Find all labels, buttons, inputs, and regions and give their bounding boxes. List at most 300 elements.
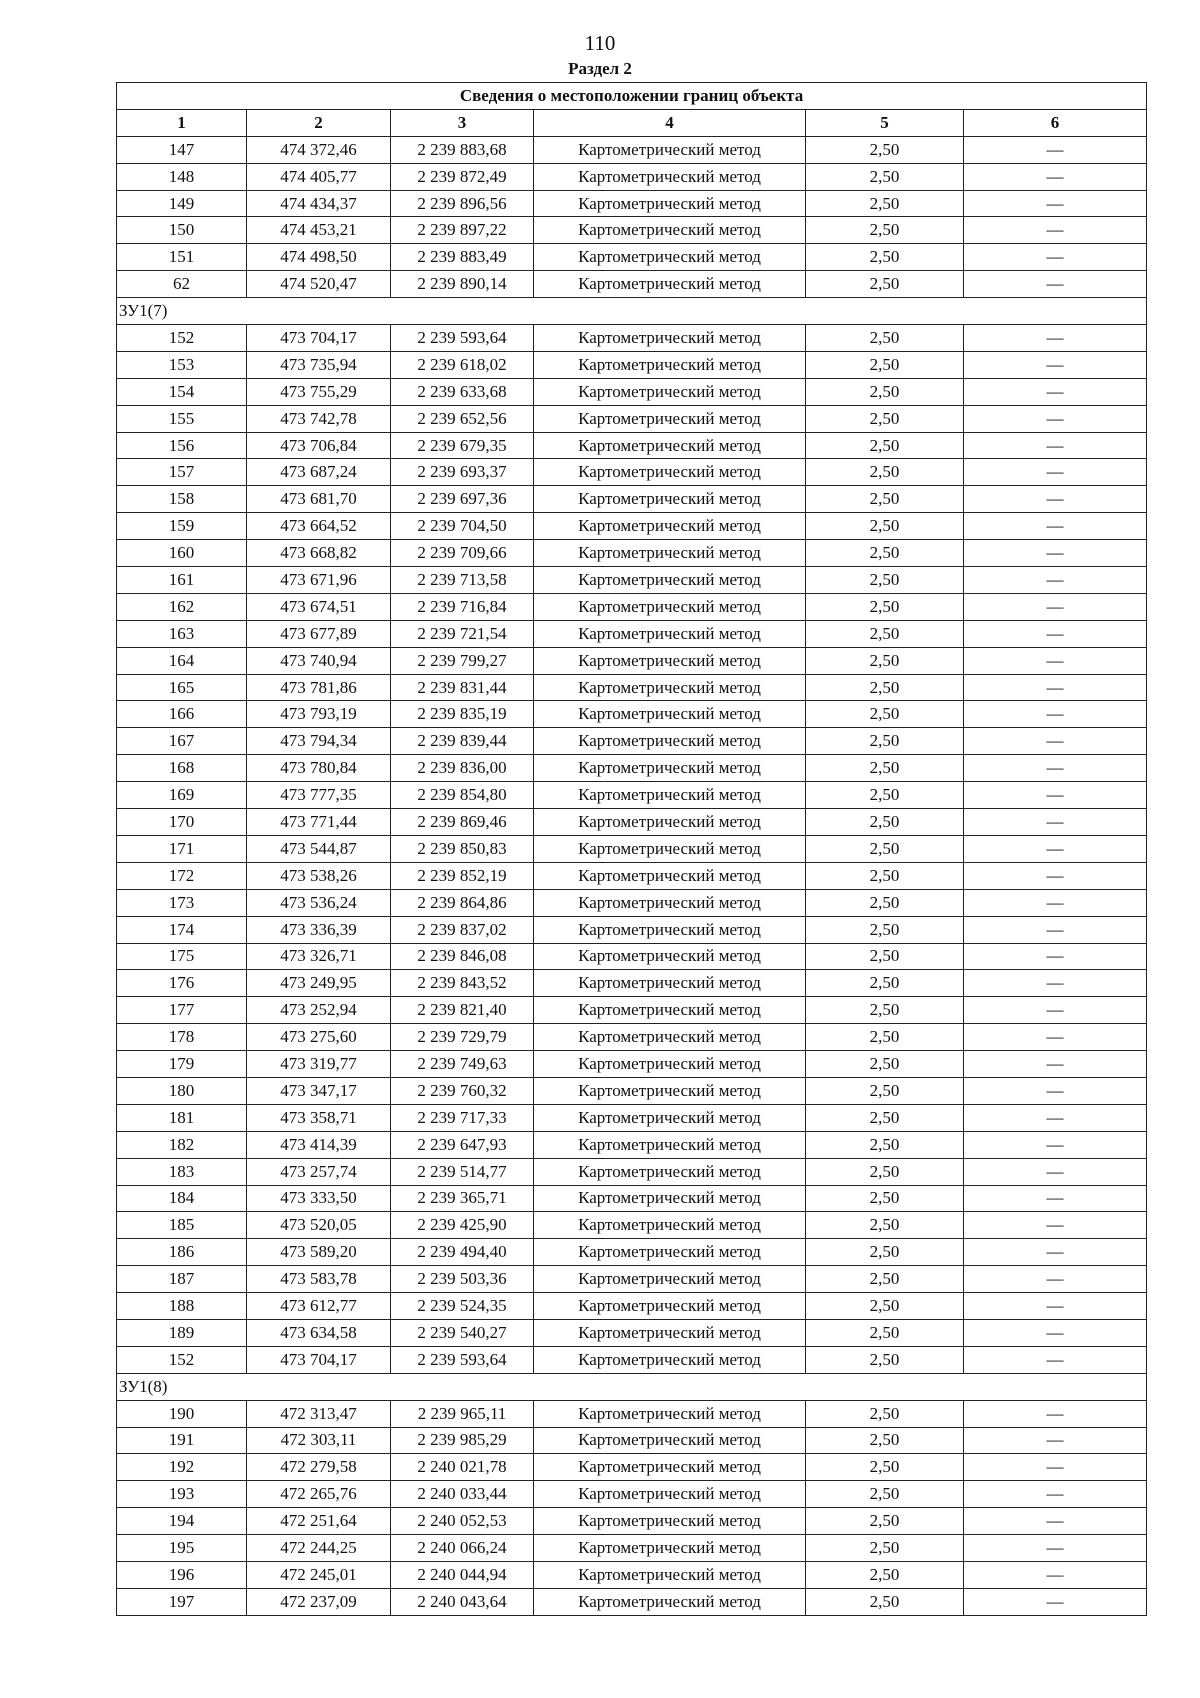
- method-cell: Картометрический метод: [534, 486, 806, 513]
- point-number-cell: 153: [117, 351, 247, 378]
- table-row: [117, 1508, 1147, 1535]
- table-row: [117, 513, 1147, 540]
- accuracy-cell: 2,50: [806, 1427, 964, 1454]
- point-number-cell: 165: [117, 674, 247, 701]
- table-row: [117, 1077, 1147, 1104]
- accuracy-cell: 2,50: [806, 835, 964, 862]
- description-cell: —: [964, 136, 1147, 163]
- description-cell: —: [964, 1051, 1147, 1078]
- method-cell: Картометрический метод: [534, 1212, 806, 1239]
- x-coordinate-cell: 473 326,71: [247, 943, 391, 970]
- accuracy-cell: 2,50: [806, 432, 964, 459]
- y-coordinate-cell: 2 240 044,94: [391, 1561, 534, 1588]
- x-coordinate-cell: 472 244,25: [247, 1535, 391, 1562]
- y-coordinate-cell: 2 239 864,86: [391, 889, 534, 916]
- table-row: [117, 916, 1147, 943]
- x-coordinate-cell: 472 265,76: [247, 1481, 391, 1508]
- accuracy-cell: 2,50: [806, 190, 964, 217]
- method-cell: Картометрический метод: [534, 647, 806, 674]
- page-number: 110: [584, 31, 616, 55]
- point-number-cell: 176: [117, 970, 247, 997]
- description-cell: —: [964, 190, 1147, 217]
- accuracy-cell: 2,50: [806, 1158, 964, 1185]
- table-row: [117, 970, 1147, 997]
- accuracy-cell: 2,50: [806, 728, 964, 755]
- accuracy-cell: 2,50: [806, 1588, 964, 1615]
- point-number-cell: 170: [117, 809, 247, 836]
- method-cell: Картометрический метод: [534, 432, 806, 459]
- y-coordinate-cell: 2 239 704,50: [391, 513, 534, 540]
- description-cell: —: [964, 970, 1147, 997]
- x-coordinate-cell: 473 336,39: [247, 916, 391, 943]
- table-row: [117, 1266, 1147, 1293]
- x-coordinate-cell: 473 742,78: [247, 405, 391, 432]
- description-cell: —: [964, 1400, 1147, 1427]
- description-cell: —: [964, 1104, 1147, 1131]
- table-row: [117, 163, 1147, 190]
- accuracy-cell: 2,50: [806, 163, 964, 190]
- description-cell: —: [964, 325, 1147, 352]
- method-cell: Картометрический метод: [534, 1400, 806, 1427]
- y-coordinate-cell: 2 239 679,35: [391, 432, 534, 459]
- point-number-cell: 180: [117, 1077, 247, 1104]
- point-number-cell: 187: [117, 1266, 247, 1293]
- x-coordinate-cell: 473 777,35: [247, 782, 391, 809]
- point-number-cell: 161: [117, 567, 247, 594]
- table-row: [117, 647, 1147, 674]
- x-coordinate-cell: 473 538,26: [247, 862, 391, 889]
- y-coordinate-cell: 2 239 821,40: [391, 997, 534, 1024]
- y-coordinate-cell: 2 239 749,63: [391, 1051, 534, 1078]
- y-coordinate-cell: 2 239 697,36: [391, 486, 534, 513]
- accuracy-cell: 2,50: [806, 1239, 964, 1266]
- description-cell: —: [964, 1535, 1147, 1562]
- accuracy-cell: 2,50: [806, 1077, 964, 1104]
- method-cell: Картометрический метод: [534, 1158, 806, 1185]
- accuracy-cell: 2,50: [806, 1212, 964, 1239]
- point-number-cell: 192: [117, 1454, 247, 1481]
- y-coordinate-cell: 2 239 503,36: [391, 1266, 534, 1293]
- accuracy-cell: 2,50: [806, 943, 964, 970]
- column-number: 3: [391, 109, 534, 136]
- y-coordinate-cell: 2 239 836,00: [391, 755, 534, 782]
- table-row: [117, 1024, 1147, 1051]
- description-cell: —: [964, 674, 1147, 701]
- description-cell: —: [964, 1024, 1147, 1051]
- y-coordinate-cell: 2 239 647,93: [391, 1131, 534, 1158]
- table-row: [117, 217, 1147, 244]
- y-coordinate-cell: 2 239 593,64: [391, 1346, 534, 1373]
- x-coordinate-cell: 473 755,29: [247, 378, 391, 405]
- x-coordinate-cell: 473 257,74: [247, 1158, 391, 1185]
- x-coordinate-cell: 474 498,50: [247, 244, 391, 271]
- table-row: [117, 1535, 1147, 1562]
- method-cell: Картометрический метод: [534, 1346, 806, 1373]
- point-number-cell: 182: [117, 1131, 247, 1158]
- method-cell: Картометрический метод: [534, 755, 806, 782]
- point-number-cell: 191: [117, 1427, 247, 1454]
- accuracy-cell: 2,50: [806, 513, 964, 540]
- description-cell: —: [964, 593, 1147, 620]
- table-row: [117, 244, 1147, 271]
- point-number-cell: 174: [117, 916, 247, 943]
- description-cell: —: [964, 567, 1147, 594]
- description-cell: —: [964, 620, 1147, 647]
- table-row: [117, 1561, 1147, 1588]
- description-cell: —: [964, 1293, 1147, 1320]
- method-cell: Картометрический метод: [534, 1051, 806, 1078]
- accuracy-cell: 2,50: [806, 1400, 964, 1427]
- x-coordinate-cell: 473 275,60: [247, 1024, 391, 1051]
- method-cell: Картометрический метод: [534, 1508, 806, 1535]
- x-coordinate-cell: 473 735,94: [247, 351, 391, 378]
- x-coordinate-cell: 473 634,58: [247, 1319, 391, 1346]
- accuracy-cell: 2,50: [806, 1293, 964, 1320]
- table-row: [117, 701, 1147, 728]
- x-coordinate-cell: 473 583,78: [247, 1266, 391, 1293]
- point-number-cell: 167: [117, 728, 247, 755]
- description-cell: —: [964, 1454, 1147, 1481]
- y-coordinate-cell: 2 239 831,44: [391, 674, 534, 701]
- x-coordinate-cell: 474 434,37: [247, 190, 391, 217]
- y-coordinate-cell: 2 239 514,77: [391, 1158, 534, 1185]
- description-cell: —: [964, 1346, 1147, 1373]
- point-number-cell: 185: [117, 1212, 247, 1239]
- table-row: [117, 1588, 1147, 1615]
- table-row: [117, 1212, 1147, 1239]
- description-cell: —: [964, 1427, 1147, 1454]
- point-number-cell: 62: [117, 271, 247, 298]
- x-coordinate-cell: 474 520,47: [247, 271, 391, 298]
- point-number-cell: 171: [117, 835, 247, 862]
- method-cell: Картометрический метод: [534, 1077, 806, 1104]
- table-row: [117, 1346, 1147, 1373]
- point-number-cell: 190: [117, 1400, 247, 1427]
- y-coordinate-cell: 2 239 365,71: [391, 1185, 534, 1212]
- point-number-cell: 193: [117, 1481, 247, 1508]
- accuracy-cell: 2,50: [806, 1185, 964, 1212]
- point-number-cell: 147: [117, 136, 247, 163]
- point-number-cell: 168: [117, 755, 247, 782]
- point-number-cell: 159: [117, 513, 247, 540]
- table-row: [117, 405, 1147, 432]
- table-row: [117, 1104, 1147, 1131]
- point-number-cell: 186: [117, 1239, 247, 1266]
- method-cell: Картометрический метод: [534, 325, 806, 352]
- method-cell: Картометрический метод: [534, 1185, 806, 1212]
- accuracy-cell: 2,50: [806, 889, 964, 916]
- accuracy-cell: 2,50: [806, 701, 964, 728]
- column-number: 4: [534, 109, 806, 136]
- accuracy-cell: 2,50: [806, 271, 964, 298]
- x-coordinate-cell: 474 405,77: [247, 163, 391, 190]
- description-cell: —: [964, 459, 1147, 486]
- description-cell: —: [964, 1185, 1147, 1212]
- accuracy-cell: 2,50: [806, 1266, 964, 1293]
- accuracy-cell: 2,50: [806, 1051, 964, 1078]
- description-cell: —: [964, 862, 1147, 889]
- accuracy-cell: 2,50: [806, 970, 964, 997]
- description-cell: —: [964, 943, 1147, 970]
- description-cell: —: [964, 1319, 1147, 1346]
- section-title: Раздел 2: [568, 59, 632, 78]
- table-row: [117, 943, 1147, 970]
- method-cell: Картометрический метод: [534, 1427, 806, 1454]
- accuracy-cell: 2,50: [806, 1535, 964, 1562]
- x-coordinate-cell: 474 453,21: [247, 217, 391, 244]
- x-coordinate-cell: 473 319,77: [247, 1051, 391, 1078]
- point-number-cell: 196: [117, 1561, 247, 1588]
- y-coordinate-cell: 2 239 618,02: [391, 351, 534, 378]
- y-coordinate-cell: 2 239 593,64: [391, 325, 534, 352]
- x-coordinate-cell: 473 249,95: [247, 970, 391, 997]
- group-label: ЗУ1(8): [117, 1373, 1147, 1400]
- y-coordinate-cell: 2 239 869,46: [391, 809, 534, 836]
- y-coordinate-cell: 2 239 652,56: [391, 405, 534, 432]
- accuracy-cell: 2,50: [806, 567, 964, 594]
- x-coordinate-cell: 473 544,87: [247, 835, 391, 862]
- table-row: [117, 136, 1147, 163]
- table-row: [117, 1454, 1147, 1481]
- method-cell: Картометрический метод: [534, 970, 806, 997]
- column-number: 1: [117, 109, 247, 136]
- y-coordinate-cell: 2 239 717,33: [391, 1104, 534, 1131]
- y-coordinate-cell: 2 239 883,49: [391, 244, 534, 271]
- y-coordinate-cell: 2 240 043,64: [391, 1588, 534, 1615]
- table-row: [117, 1481, 1147, 1508]
- point-number-cell: 157: [117, 459, 247, 486]
- method-cell: Картометрический метод: [534, 916, 806, 943]
- x-coordinate-cell: 473 793,19: [247, 701, 391, 728]
- table-row: [117, 325, 1147, 352]
- x-coordinate-cell: 473 781,86: [247, 674, 391, 701]
- method-cell: Картометрический метод: [534, 1481, 806, 1508]
- point-number-cell: 149: [117, 190, 247, 217]
- method-cell: Картометрический метод: [534, 1561, 806, 1588]
- table-row: [117, 1400, 1147, 1427]
- description-cell: —: [964, 755, 1147, 782]
- point-number-cell: 179: [117, 1051, 247, 1078]
- method-cell: Картометрический метод: [534, 271, 806, 298]
- accuracy-cell: 2,50: [806, 997, 964, 1024]
- y-coordinate-cell: 2 239 846,08: [391, 943, 534, 970]
- table-row: [117, 889, 1147, 916]
- y-coordinate-cell: 2 239 716,84: [391, 593, 534, 620]
- accuracy-cell: 2,50: [806, 674, 964, 701]
- accuracy-cell: 2,50: [806, 1104, 964, 1131]
- table-row: [117, 1158, 1147, 1185]
- point-number-cell: 154: [117, 378, 247, 405]
- boundary-coordinates-table: [116, 82, 1147, 1616]
- method-cell: Картометрический метод: [534, 943, 806, 970]
- y-coordinate-cell: 2 239 896,56: [391, 190, 534, 217]
- method-cell: Картометрический метод: [534, 593, 806, 620]
- method-cell: Картометрический метод: [534, 351, 806, 378]
- description-cell: —: [964, 728, 1147, 755]
- description-cell: —: [964, 1158, 1147, 1185]
- accuracy-cell: 2,50: [806, 1508, 964, 1535]
- method-cell: Картометрический метод: [534, 862, 806, 889]
- x-coordinate-cell: 472 313,47: [247, 1400, 391, 1427]
- table-row: [117, 755, 1147, 782]
- method-cell: Картометрический метод: [534, 728, 806, 755]
- x-coordinate-cell: 473 671,96: [247, 567, 391, 594]
- point-number-cell: 197: [117, 1588, 247, 1615]
- table-row: [117, 1319, 1147, 1346]
- table-row: [117, 728, 1147, 755]
- x-coordinate-cell: 473 358,71: [247, 1104, 391, 1131]
- table-row: [117, 782, 1147, 809]
- point-number-cell: 164: [117, 647, 247, 674]
- table-body: [117, 136, 1147, 1615]
- x-coordinate-cell: 473 771,44: [247, 809, 391, 836]
- point-number-cell: 152: [117, 325, 247, 352]
- description-cell: —: [964, 647, 1147, 674]
- method-cell: Картометрический метод: [534, 1266, 806, 1293]
- x-coordinate-cell: 473 794,34: [247, 728, 391, 755]
- accuracy-cell: 2,50: [806, 459, 964, 486]
- method-cell: Картометрический метод: [534, 674, 806, 701]
- method-cell: Картометрический метод: [534, 405, 806, 432]
- description-cell: —: [964, 701, 1147, 728]
- accuracy-cell: 2,50: [806, 755, 964, 782]
- description-cell: —: [964, 271, 1147, 298]
- y-coordinate-cell: 2 239 524,35: [391, 1293, 534, 1320]
- description-cell: —: [964, 244, 1147, 271]
- x-coordinate-cell: 474 372,46: [247, 136, 391, 163]
- accuracy-cell: 2,50: [806, 916, 964, 943]
- x-coordinate-cell: 473 333,50: [247, 1185, 391, 1212]
- accuracy-cell: 2,50: [806, 244, 964, 271]
- x-coordinate-cell: 473 536,24: [247, 889, 391, 916]
- x-coordinate-cell: 473 347,17: [247, 1077, 391, 1104]
- y-coordinate-cell: 2 239 633,68: [391, 378, 534, 405]
- accuracy-cell: 2,50: [806, 1561, 964, 1588]
- method-cell: Картометрический метод: [534, 190, 806, 217]
- point-number-cell: 189: [117, 1319, 247, 1346]
- table-caption-row: [117, 83, 1147, 110]
- description-cell: —: [964, 809, 1147, 836]
- table-caption: Сведения о местоположении границ объекта: [117, 83, 1147, 110]
- method-cell: Картометрический метод: [534, 782, 806, 809]
- description-cell: —: [964, 835, 1147, 862]
- point-number-cell: 183: [117, 1158, 247, 1185]
- y-coordinate-cell: 2 239 883,68: [391, 136, 534, 163]
- y-coordinate-cell: 2 239 799,27: [391, 647, 534, 674]
- y-coordinate-cell: 2 240 052,53: [391, 1508, 534, 1535]
- table-row: [117, 1427, 1147, 1454]
- point-number-cell: 148: [117, 163, 247, 190]
- accuracy-cell: 2,50: [806, 325, 964, 352]
- method-cell: Картометрический метод: [534, 1588, 806, 1615]
- description-cell: —: [964, 378, 1147, 405]
- method-cell: Картометрический метод: [534, 513, 806, 540]
- y-coordinate-cell: 2 239 494,40: [391, 1239, 534, 1266]
- point-number-cell: 152: [117, 1346, 247, 1373]
- x-coordinate-cell: 473 687,24: [247, 459, 391, 486]
- description-cell: —: [964, 432, 1147, 459]
- point-number-cell: 162: [117, 593, 247, 620]
- description-cell: —: [964, 405, 1147, 432]
- y-coordinate-cell: 2 239 760,32: [391, 1077, 534, 1104]
- point-number-cell: 151: [117, 244, 247, 271]
- description-cell: —: [964, 1481, 1147, 1508]
- column-number: 5: [806, 109, 964, 136]
- x-coordinate-cell: 472 251,64: [247, 1508, 391, 1535]
- method-cell: Картометрический метод: [534, 809, 806, 836]
- y-coordinate-cell: 2 239 872,49: [391, 163, 534, 190]
- y-coordinate-cell: 2 239 837,02: [391, 916, 534, 943]
- x-coordinate-cell: 473 520,05: [247, 1212, 391, 1239]
- point-number-cell: 178: [117, 1024, 247, 1051]
- description-cell: —: [964, 889, 1147, 916]
- y-coordinate-cell: 2 240 066,24: [391, 1535, 534, 1562]
- description-cell: —: [964, 1077, 1147, 1104]
- description-cell: —: [964, 997, 1147, 1024]
- x-coordinate-cell: 472 279,58: [247, 1454, 391, 1481]
- point-number-cell: 194: [117, 1508, 247, 1535]
- point-number-cell: 184: [117, 1185, 247, 1212]
- y-coordinate-cell: 2 239 985,29: [391, 1427, 534, 1454]
- x-coordinate-cell: 473 704,17: [247, 1346, 391, 1373]
- accuracy-cell: 2,50: [806, 1131, 964, 1158]
- x-coordinate-cell: 473 740,94: [247, 647, 391, 674]
- description-cell: —: [964, 1239, 1147, 1266]
- x-coordinate-cell: 473 668,82: [247, 540, 391, 567]
- point-number-cell: 156: [117, 432, 247, 459]
- table-row: [117, 432, 1147, 459]
- point-number-cell: 175: [117, 943, 247, 970]
- y-coordinate-cell: 2 239 839,44: [391, 728, 534, 755]
- method-cell: Картометрический метод: [534, 701, 806, 728]
- method-cell: Картометрический метод: [534, 997, 806, 1024]
- description-cell: —: [964, 513, 1147, 540]
- table-row: [117, 620, 1147, 647]
- description-cell: —: [964, 916, 1147, 943]
- table-row: [117, 674, 1147, 701]
- point-number-cell: 150: [117, 217, 247, 244]
- point-number-cell: 181: [117, 1104, 247, 1131]
- y-coordinate-cell: 2 240 021,78: [391, 1454, 534, 1481]
- point-number-cell: 173: [117, 889, 247, 916]
- accuracy-cell: 2,50: [806, 1346, 964, 1373]
- method-cell: Картометрический метод: [534, 217, 806, 244]
- point-number-cell: 160: [117, 540, 247, 567]
- y-coordinate-cell: 2 239 709,66: [391, 540, 534, 567]
- x-coordinate-cell: 473 414,39: [247, 1131, 391, 1158]
- y-coordinate-cell: 2 239 693,37: [391, 459, 534, 486]
- table-row: [117, 809, 1147, 836]
- group-header-row: [117, 298, 1147, 325]
- method-cell: Картометрический метод: [534, 567, 806, 594]
- y-coordinate-cell: 2 239 852,19: [391, 862, 534, 889]
- y-coordinate-cell: 2 239 721,54: [391, 620, 534, 647]
- method-cell: Картометрический метод: [534, 620, 806, 647]
- table-row: [117, 351, 1147, 378]
- x-coordinate-cell: 473 677,89: [247, 620, 391, 647]
- description-cell: —: [964, 1508, 1147, 1535]
- method-cell: Картометрический метод: [534, 1319, 806, 1346]
- accuracy-cell: 2,50: [806, 486, 964, 513]
- method-cell: Картометрический метод: [534, 378, 806, 405]
- table-row: [117, 835, 1147, 862]
- table-row: [117, 1185, 1147, 1212]
- x-coordinate-cell: 473 780,84: [247, 755, 391, 782]
- description-cell: —: [964, 1131, 1147, 1158]
- accuracy-cell: 2,50: [806, 378, 964, 405]
- accuracy-cell: 2,50: [806, 620, 964, 647]
- accuracy-cell: 2,50: [806, 647, 964, 674]
